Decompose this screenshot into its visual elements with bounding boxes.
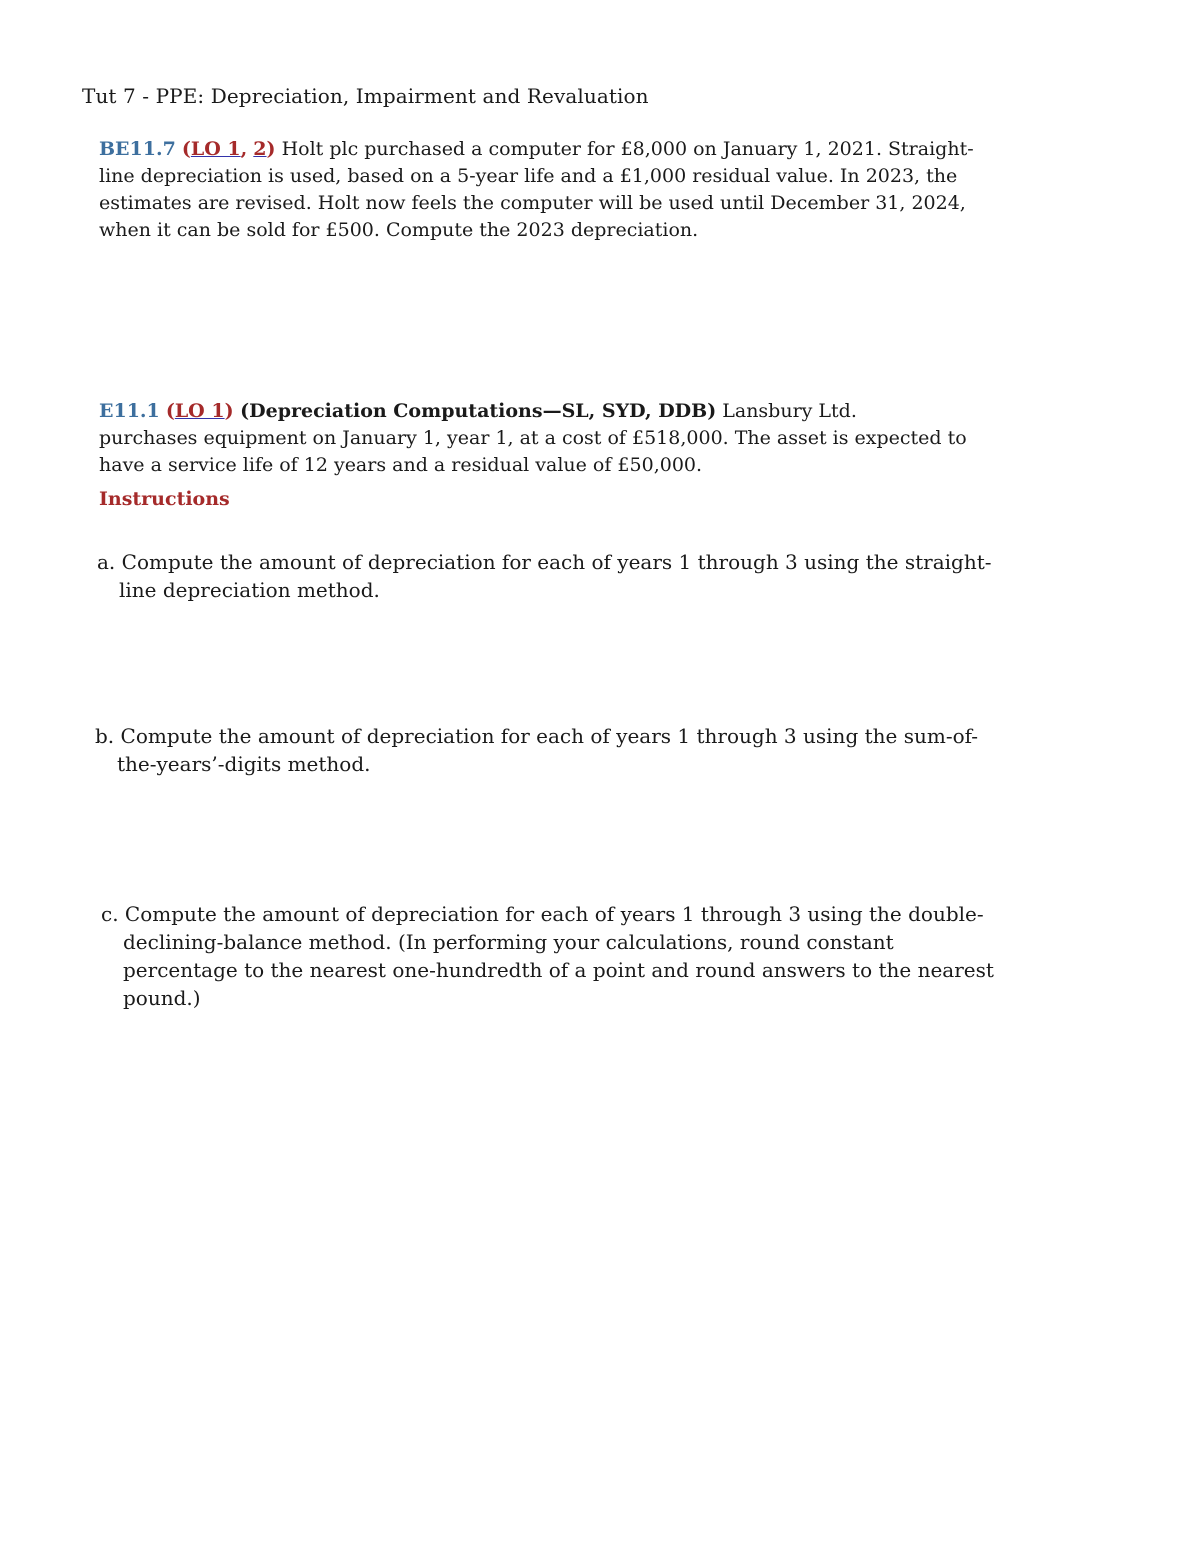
be11-7-line-3: estimates are revised. Holt now feels the computer will be used until December 31, 2024, bbox=[99, 192, 966, 214]
instructions-heading: Instructions bbox=[99, 488, 230, 510]
lo-close-paren: ) bbox=[224, 400, 234, 422]
item-a-line-2: line depreciation method. bbox=[119, 578, 380, 602]
item-b-line-2: the-years’-digits method. bbox=[117, 752, 371, 776]
be11-7-line-1 bbox=[99, 136, 999, 163]
be11-7-text-1: Holt plc purchased a computer for £8,000 on January 1, 2021. Straight- bbox=[275, 138, 974, 160]
be11-7-line-2: line depreciation is used, based on a 5-year life and a £1,000 residual value. In 2023, the bbox=[99, 165, 958, 187]
instruction-item-a bbox=[97, 548, 992, 604]
e11-1-line-2: purchases equipment on January 1, year 1, at a cost of £518,000. The asset is expected to bbox=[99, 427, 967, 449]
lo-2-link[interactable]: 2 bbox=[253, 138, 267, 160]
exercise-e11-1 bbox=[99, 398, 999, 479]
page-title: Tut 7 - PPE: Depreciation, Impairment and Revaluation bbox=[82, 84, 649, 108]
be11-7-line-4: when it can be sold for £500. Compute the 2023 depreciation. bbox=[99, 219, 699, 241]
e11-1-text-1: Lansbury Ltd. bbox=[716, 400, 857, 422]
item-a-line-1: a. Compute the amount of depreciation for each of years 1 through 3 using the straight- bbox=[97, 550, 992, 574]
e11-1-heading: (Depreciation Computations—SL, SYD, DDB) bbox=[233, 400, 717, 422]
lo-1-link[interactable]: LO 1 bbox=[174, 400, 225, 422]
exercise-code-be11-7: BE11.7 bbox=[99, 138, 176, 160]
instruction-item-b bbox=[95, 722, 978, 778]
item-c-line-3: percentage to the nearest one-hundredth of a point and round answers to the nearest bbox=[123, 958, 994, 982]
exercise-code-e11-1: E11.1 bbox=[99, 400, 160, 422]
item-b-line-1: b. Compute the amount of depreciation for each of years 1 through 3 using the sum-of- bbox=[95, 724, 979, 748]
lo-open-paren: ( bbox=[165, 400, 175, 422]
item-c-line-1: c. Compute the amount of depreciation for each of years 1 through 3 using the double- bbox=[101, 902, 984, 926]
lo-1-link[interactable]: LO 1 bbox=[190, 138, 241, 160]
item-c-line-2: declining-balance method. (In performing your calculations, round constant bbox=[123, 930, 894, 954]
lo-open-paren: ( bbox=[181, 138, 191, 160]
instruction-item-c bbox=[101, 900, 994, 1012]
item-c-line-4: pound.) bbox=[123, 986, 201, 1010]
e11-1-line-3: have a service life of 12 years and a residual value of £50,000. bbox=[99, 454, 703, 476]
e11-1-line-1 bbox=[99, 398, 999, 425]
exercise-be11-7 bbox=[99, 136, 999, 244]
lo-comma: , bbox=[240, 138, 248, 160]
lo-close-paren: ) bbox=[266, 138, 276, 160]
